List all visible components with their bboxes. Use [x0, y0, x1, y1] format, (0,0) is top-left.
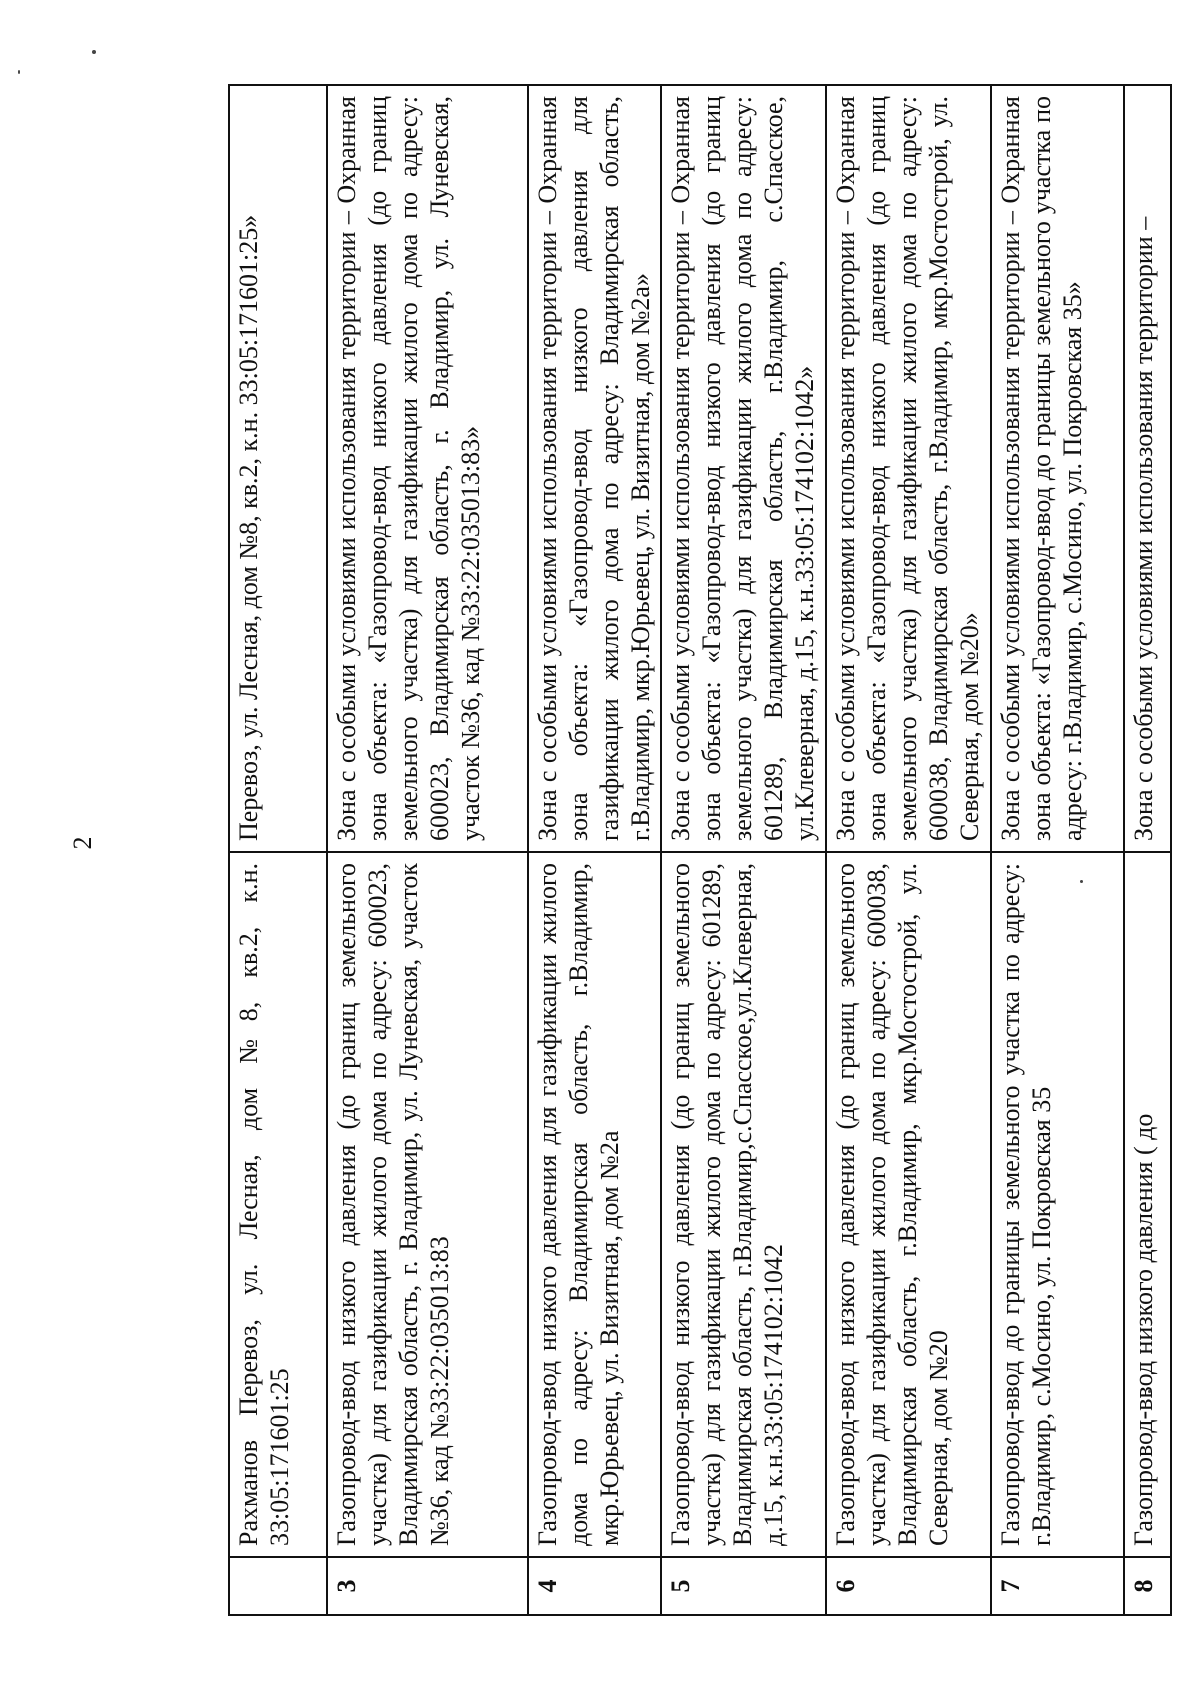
object-name-cell: Газопровод-ввод низкого давления (до границ земельного участка) для газификации жилого дома по адресу: 601289, Владимирская область, г.Владимир,с.Спасское,ул.Клеверная, д.15, к.н.33:05:174102:1042 — [661, 852, 826, 1557]
object-name-cell: Рахманов Перевоз, ул. Лесная, дом №8, кв.2, к.н. 33:05:171601:25 — [229, 852, 327, 1557]
object-name-cell: Газопровод-ввод низкого давления (до границ земельного участка) для газификации жилого дома по адресу: 600023, Владимирская область, г. Владимир, ул. Луневская, участок №36, кад №33:22:035013:83 — [327, 852, 528, 1557]
row-number: 7 — [991, 1557, 1124, 1615]
table-row — [826, 85, 991, 1615]
table-row — [991, 85, 1124, 1615]
row-number: 8 — [1124, 1557, 1171, 1615]
page-number: 2 — [68, 836, 97, 850]
table-row — [528, 85, 661, 1615]
table-row — [661, 85, 826, 1615]
table-row — [229, 85, 327, 1615]
row-number: 6 — [826, 1557, 991, 1615]
zone-description-cell: Зона с особыми условиями использования территории – Охранная зона объекта: «Газопровод-ввод до границы земельного участка по адресу: г.Владимир, с.Мосино, ул. Покровская 35» — [991, 85, 1124, 852]
object-name-cell: Газопровод-ввод низкого давления (до границ земельного участка) для газификации жилого дома по адресу: 600038, Владимирская область, г.Владимир, мкр.Мостострой, ул. Северная, дом №20 — [826, 852, 991, 1557]
row-number: 5 — [661, 1557, 826, 1615]
row-number — [229, 1557, 327, 1615]
scan-speck — [18, 70, 20, 74]
zone-description-cell: Зона с особыми условиями использования территории – Охранная зона объекта: «Газопровод-ввод низкого давления (до границ земельного участка) для газификации жилого дома по адресу: 601289, Владимирская область, г.Владимир, с.Спасское, ул.Клеверная, д.15, к.н.33:05:174102:1042» — [661, 85, 826, 852]
object-name-cell: Газопровод-ввод низкого давления ( до — [1124, 852, 1171, 1557]
scan-speck — [92, 50, 96, 54]
zone-description-cell: Зона с особыми условиями использования территории – Охранная зона объекта: «Газопровод-ввод низкого давления для газификации жилого дома по адресу: Владимирская область, г.Владимир, мкр.Юрьевец, ул. Визитная, дом №2а» — [528, 85, 661, 852]
table-row — [1124, 85, 1171, 1615]
object-name-cell: Газопровод-ввод до границы земельного участка по адресу: г.Владимир, с.Мосино, ул. Покровская 35 — [991, 852, 1124, 1557]
zone-description-cell: Зона с особыми условиями использования территории – Охранная зона объекта: «Газопровод-ввод низкого давления (до границ земельного участка) для газификации жилого дома по адресу: 600038, Владимирская область, г.Владимир, мкр.Мостострой, ул. Северная, дом №20» — [826, 85, 991, 852]
row-number: 3 — [327, 1557, 528, 1615]
protection-zones-table — [228, 84, 1172, 1616]
table-row — [327, 85, 528, 1615]
zone-description-cell: Зона с особыми условиями использования территории – — [1124, 85, 1171, 852]
rotated-table-sheet — [228, 86, 1172, 1616]
row-number: 4 — [528, 1557, 661, 1615]
zone-description-cell: Зона с особыми условиями использования территории – Охранная зона объекта: «Газопровод-ввод низкого давления (до границ земельного участка) для газификации жилого дома по адресу: 600023, Владимирская область, г. Владимир, ул. Луневская, участок №36, кад №33:22:035013:83» — [327, 85, 528, 852]
zone-description-cell: Перевоз, ул. Лесная, дом №8, кв.2, к.н. 33:05:171601:25» — [229, 85, 327, 852]
object-name-cell: Газопровод-ввод низкого давления для газификации жилого дома по адресу: Владимирская область, г.Владимир, мкр.Юрьевец, ул. Визитная, дом №2а — [528, 852, 661, 1557]
